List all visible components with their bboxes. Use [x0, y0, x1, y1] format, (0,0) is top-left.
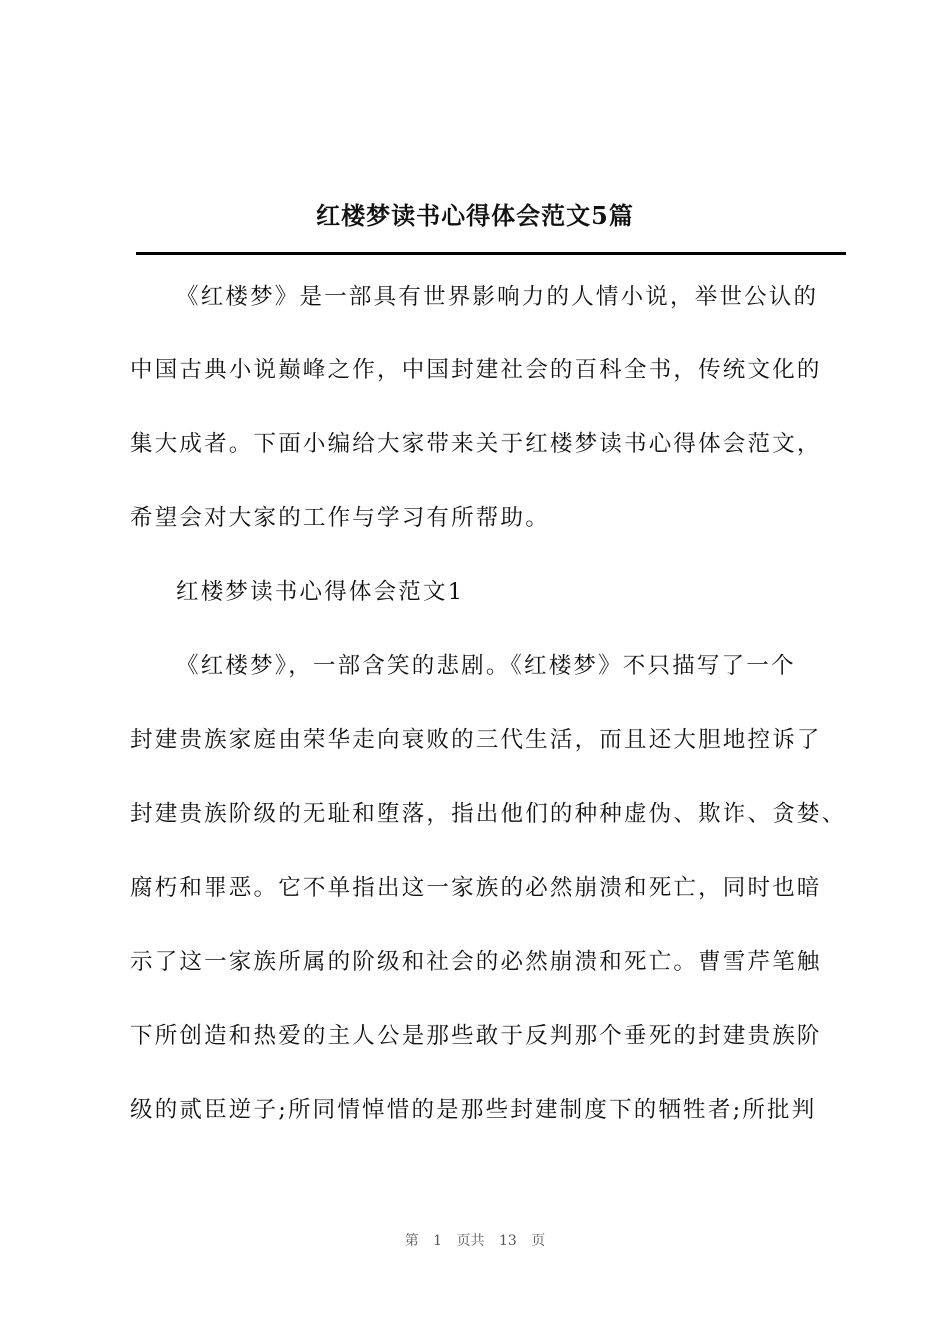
- document-title: 红楼梦读书心得体会范文5篇: [316, 201, 634, 230]
- paragraph-line: 中国古典小说巅峰之作，中国封建社会的百科全书，传统文化的: [130, 357, 822, 383]
- paragraph-line: 封建贵族阶级的无耻和堕落，指出他们的种种虚伪、欺诈、贪婪、: [130, 801, 847, 827]
- paragraph-line: 封建贵族家庭由荣华走向衰败的三代生活，而且还大胆地控诉了: [130, 727, 822, 753]
- paragraph-line: 集大成者。下面小编给大家带来关于红楼梦读书心得体会范文，: [130, 431, 822, 457]
- paragraph-line: 级的贰臣逆子;所同情悼惜的是那些封建制度下的牺牲者;所批判: [130, 1097, 817, 1123]
- paragraph-line: 《红楼梦》是一部具有世界影响力的人情小说，举世公认的: [176, 284, 819, 310]
- paragraph-line: 《红楼梦》，一部含笑的悲剧。《红楼梦》不只描写了一个: [176, 653, 796, 679]
- paragraph-line: 希望会对大家的工作与学习有所帮助。: [130, 505, 550, 531]
- section-heading: 红楼梦读书心得体会范文1: [176, 579, 465, 605]
- paragraph-line: 腐朽和罪恶。它不单指出这一家族的必然崩溃和死亡，同时也暗: [130, 875, 822, 901]
- page-number-footer: 第 1 页共 13 页: [404, 1233, 546, 1249]
- title-divider: [136, 252, 846, 255]
- paragraph-line: 下所创造和热爱的主人公是那些敢于反判那个垂死的封建贵族阶: [130, 1023, 822, 1049]
- paragraph-line: 示了这一家族所属的阶级和社会的必然崩溃和死亡。曹雪芹笔触: [130, 949, 822, 975]
